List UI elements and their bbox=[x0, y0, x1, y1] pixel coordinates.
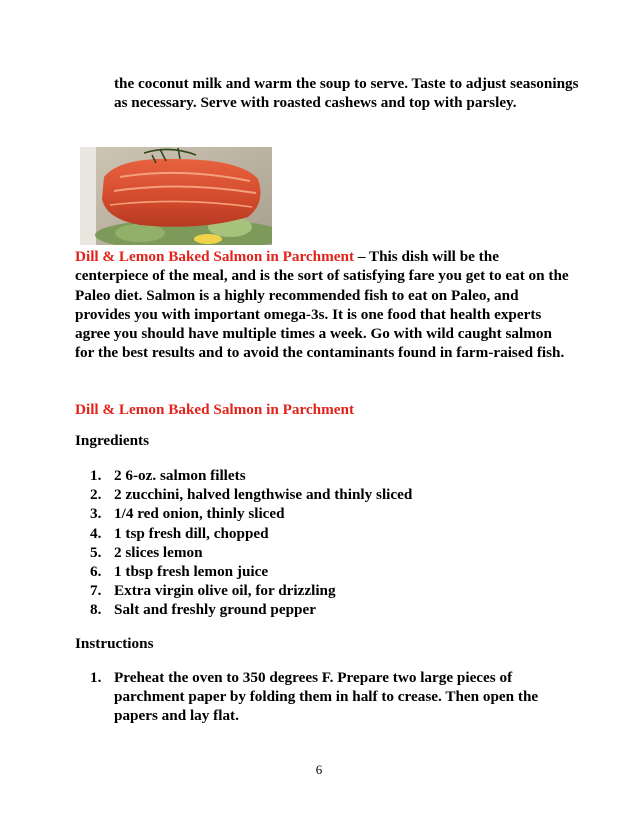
intro-body: This dish will be the centerpiece of the meal, and is the sort of satisfying fare you get to eat on the Paleo diet. Salmon is a highly recommended fish to eat on Paleo, and provides you with important omega-3s. It is one food that health experts agree you should have multiple times a week. Go with wild caught salmon for the best results and to avoid the contaminants found in farm-raised fish. bbox=[75, 248, 569, 362]
item-text: 1 tbsp fresh lemon juice bbox=[114, 563, 269, 581]
ingredients-list bbox=[90, 466, 412, 620]
list-item bbox=[90, 668, 560, 726]
list-item bbox=[90, 466, 412, 485]
continuation-paragraph: the coconut milk and warm the soup to serve. Taste to adjust seasonings as necessary. Serve with roasted cashews and top with parsley. bbox=[114, 75, 579, 112]
item-text: 1/4 red onion, thinly sliced bbox=[114, 505, 285, 523]
intro-title: Dill & Lemon Baked Salmon in Parchment bbox=[75, 248, 355, 265]
list-item bbox=[90, 562, 412, 581]
ingredients-heading: Ingredients bbox=[75, 432, 149, 449]
item-number: 6. bbox=[90, 563, 102, 581]
item-number: 4. bbox=[90, 524, 102, 542]
intro-paragraph bbox=[75, 247, 570, 363]
item-number: 8. bbox=[90, 601, 102, 619]
item-text: 2 6-oz. salmon fillets bbox=[114, 467, 246, 484]
item-text: Extra virgin olive oil, for drizzling bbox=[114, 582, 336, 600]
item-number: 5. bbox=[90, 543, 102, 561]
item-number: 1. bbox=[90, 669, 102, 686]
item-text: 2 zucchini, halved lengthwise and thinly sliced bbox=[114, 486, 413, 504]
item-text: 1 tsp fresh dill, chopped bbox=[114, 524, 269, 542]
list-item bbox=[90, 600, 412, 619]
list-item bbox=[90, 543, 412, 562]
recipe-title: Dill & Lemon Baked Salmon in Parchment bbox=[75, 401, 355, 418]
list-item bbox=[90, 524, 412, 543]
list-item bbox=[90, 485, 412, 504]
item-number: 3. bbox=[90, 505, 102, 523]
item-number: 7. bbox=[90, 582, 102, 600]
intro-separator: – bbox=[354, 248, 369, 265]
instructions-heading: Instructions bbox=[75, 635, 154, 652]
list-item bbox=[90, 581, 412, 600]
item-number: 1. bbox=[90, 467, 102, 484]
list-item bbox=[90, 504, 412, 523]
item-number: 2. bbox=[90, 486, 102, 504]
item-text: 2 slices lemon bbox=[114, 543, 203, 561]
item-text: Preheat the oven to 350 degrees F. Prepare two large pieces of parchment paper by folding them in half to crease. Then open the papers and lay flat. bbox=[114, 669, 539, 725]
page-number: 6 bbox=[315, 762, 323, 777]
salmon-photo bbox=[80, 147, 272, 245]
item-text: Salt and freshly ground pepper bbox=[114, 601, 316, 619]
instructions-list bbox=[90, 668, 560, 726]
